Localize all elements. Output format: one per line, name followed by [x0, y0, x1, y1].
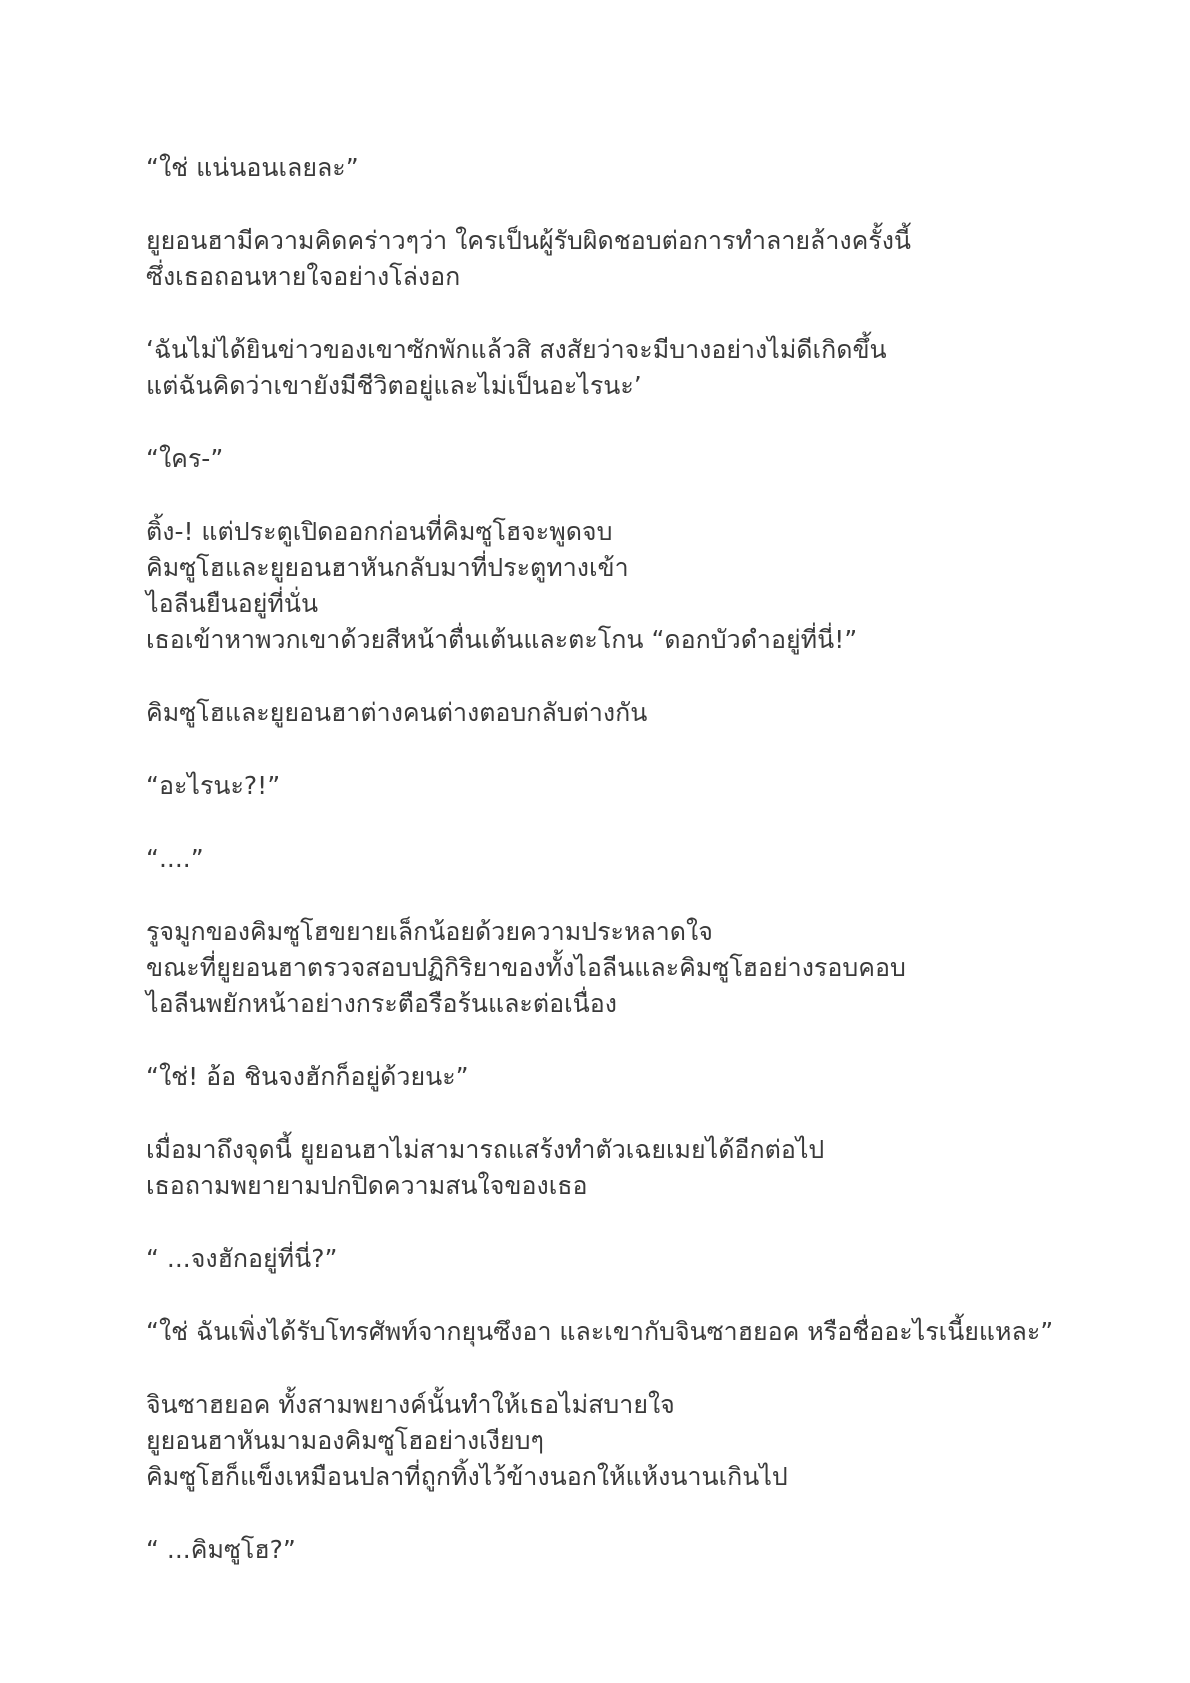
- text-line: คิมซูโฮและยูยอนฮาต่างคนต่างตอบกลับต่างกัน: [146, 698, 648, 727]
- text-line: ซึ่งเธอถอนหายใจอย่างโล่งอก: [146, 262, 461, 291]
- text-line: ยูยอนฮามีความคิดคร่าวๆว่า ใครเป็นผู้รับผิดชอบต่อการทำลายล้างครั้งนี้: [146, 226, 912, 255]
- paragraph: [146, 150, 1086, 186]
- paragraph: [146, 223, 1086, 295]
- paragraph: [146, 1241, 1086, 1277]
- text-line: ยูยอนฮาหันมามองคิมซูโฮอย่างเงียบๆ: [146, 1426, 544, 1455]
- text-line: ไอลีนพยักหน้าอย่างกระตือรือร้นและต่อเนื่อง: [146, 989, 617, 1018]
- paragraph: [146, 914, 1086, 1022]
- document-body: [146, 150, 1086, 1605]
- paragraph: [146, 1059, 1086, 1095]
- paragraph: [146, 1532, 1086, 1568]
- text-line: “ใช่ ฉันเพิ่งได้รับโทรศัพท์จากยุนซึงอา และเขากับจินซาฮยอค หรือชื่ออะไรเนี้ยแหละ”: [146, 1317, 1054, 1346]
- paragraph: [146, 514, 1086, 658]
- text-line: เมื่อมาถึงจุดนี้ ยูยอนฮาไม่สามารถแสร้งทำตัวเฉยเมยได้อีกต่อไป: [146, 1135, 825, 1164]
- text-line: “....”: [146, 844, 204, 873]
- text-line: “ใช่ แน่นอนเลยละ”: [146, 153, 359, 182]
- text-line: “ ...จงฮักอยู่ที่นี่?”: [146, 1244, 338, 1273]
- text-line: “อะไรนะ?!”: [146, 771, 281, 800]
- paragraph: [146, 841, 1086, 877]
- text-line: “ใช่! อ้อ ชินจงฮักก็อยู่ด้วยนะ”: [146, 1062, 469, 1091]
- text-line: ติ้ง-! แต่ประตูเปิดออกก่อนที่คิมซูโฮจะพูดจบ: [146, 517, 613, 546]
- text-line: ‘ฉันไม่ได้ยินข่าวของเขาซักพักแล้วสิ สงสัยว่าจะมีบางอย่างไม่ดีเกิดขึ้น: [146, 335, 887, 364]
- text-line: คิมซูโฮและยูยอนฮาหันกลับมาที่ประตูทางเข้า: [146, 553, 629, 582]
- text-line: แต่ฉันคิดว่าเขายังมีชีวิตอยู่และไม่เป็นอะไรนะ’: [146, 371, 642, 400]
- paragraph: [146, 332, 1086, 404]
- text-line: “ ...คิมซูโฮ?”: [146, 1535, 296, 1564]
- text-line: เธอเข้าหาพวกเขาด้วยสีหน้าตื่นเต้นและตะโกน “ดอกบัวดำอยู่ที่นี่!”: [146, 625, 858, 654]
- paragraph: [146, 441, 1086, 477]
- text-line: ขณะที่ยูยอนฮาตรวจสอบปฏิกิริยาของทั้งไอลีนและคิมซูโฮอย่างรอบคอบ: [146, 953, 906, 982]
- paragraph: [146, 695, 1086, 731]
- text-line: รูจมูกของคิมซูโฮขยายเล็กน้อยด้วยความประหลาดใจ: [146, 917, 713, 946]
- text-line: จินซาฮยอค ทั้งสามพยางค์นั้นทำให้เธอไม่สบายใจ: [146, 1390, 675, 1419]
- paragraph: [146, 1314, 1086, 1350]
- paragraph: [146, 1132, 1086, 1204]
- paragraph: [146, 1387, 1086, 1495]
- text-line: คิมซูโฮก็แข็งเหมือนปลาที่ถูกทิ้งไว้ข้างนอกให้แห้งนานเกินไป: [146, 1462, 788, 1491]
- text-line: เธอถามพยายามปกปิดความสนใจของเธอ: [146, 1171, 588, 1200]
- text-line: “ใคร-”: [146, 444, 224, 473]
- text-line: ไอลีนยืนอยู่ที่นั่น: [146, 589, 319, 618]
- paragraph: [146, 768, 1086, 804]
